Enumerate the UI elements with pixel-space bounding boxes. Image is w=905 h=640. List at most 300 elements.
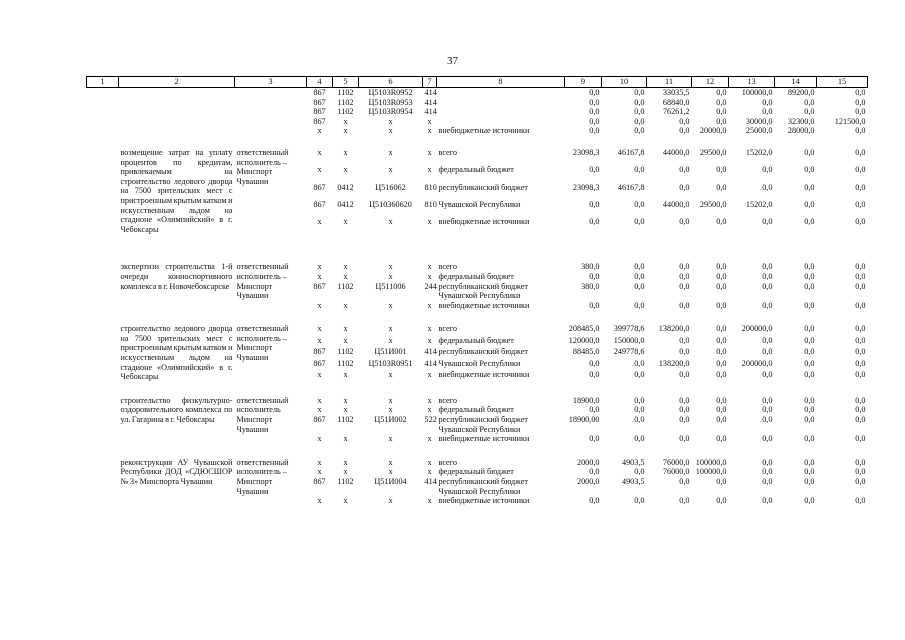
value-col-10: 0,0 — [634, 262, 645, 272]
value-col-12: 0,0 — [716, 262, 727, 272]
grbs-code: x — [317, 457, 322, 467]
vr-code: 414 — [424, 107, 437, 117]
grbs-code: x — [317, 434, 322, 444]
value-col-10: 399778,6 — [613, 324, 645, 334]
value-col-11: 0,0 — [679, 370, 690, 380]
spacer-cell — [87, 136, 868, 148]
value-col-14: 0,0 — [804, 434, 815, 444]
responsible-executor — [235, 88, 307, 136]
spacer-cell — [87, 382, 868, 396]
value-col-13: 0,0 — [762, 496, 773, 506]
vr-code: x — [427, 126, 432, 136]
responsible-executor: ответственный исполнитель Минспорт Чувашии — [236, 395, 289, 434]
column-number-2: 2 — [119, 77, 235, 88]
value-col-14: 0,0 — [804, 271, 815, 281]
csr-code: x — [388, 434, 393, 444]
value-col-13: 0,0 — [762, 217, 773, 227]
vr-code: 414 — [424, 347, 437, 357]
value-col-12: 0,0 — [716, 335, 727, 345]
value-col-14: 0,0 — [804, 199, 815, 209]
value-col-9: 23098,3 — [572, 182, 600, 192]
value-col-10: 0,0 — [634, 165, 645, 175]
vr-code: x — [427, 434, 432, 444]
row-number-cell — [87, 282, 119, 301]
funding-source: федеральный бюджет — [438, 467, 514, 477]
value-col-12: 0,0 — [716, 182, 727, 192]
table-row — [87, 324, 868, 336]
value-col-13: 0,0 — [762, 97, 773, 107]
vr-code: 414 — [424, 358, 437, 368]
value-col-14: 0,0 — [804, 467, 815, 477]
row-number-cell — [87, 396, 119, 406]
row-number-cell — [87, 405, 119, 415]
row-number-cell — [87, 217, 119, 234]
funding-source: федеральный бюджет — [438, 271, 514, 281]
row-number-cell — [87, 496, 119, 506]
block-spacer — [87, 136, 868, 148]
rz-pr-code: x — [343, 434, 348, 444]
value-col-10: 4903,5 — [621, 477, 645, 486]
column-number-4: 4 — [307, 77, 333, 88]
rz-pr-code: x — [343, 271, 348, 281]
value-col-12: 0,0 — [716, 281, 727, 291]
rz-pr-code: x — [343, 147, 348, 157]
value-col-11: 0,0 — [679, 281, 690, 291]
block-spacer — [87, 310, 868, 324]
value-col-15: 0,0 — [855, 88, 866, 97]
value-col-12: 0,0 — [716, 88, 727, 97]
vr-code: x — [427, 300, 432, 310]
value-col-11: 0,0 — [679, 271, 690, 281]
value-col-13: 0,0 — [762, 182, 773, 192]
row-number-cell — [87, 98, 119, 108]
value-col-12: 0,0 — [716, 347, 727, 357]
vr-code: x — [427, 467, 432, 477]
value-col-9: 18900,0 — [572, 395, 600, 405]
responsible-executor: ответственный исполнитель – Минспорт Чувашии — [236, 262, 289, 301]
grbs-code: 867 — [313, 182, 326, 192]
rz-pr-code: x — [343, 370, 348, 380]
column-number-13: 13 — [729, 77, 775, 88]
value-col-13: 0,0 — [762, 467, 773, 477]
value-col-15: 0,0 — [855, 395, 866, 405]
value-col-12: 0,0 — [716, 395, 727, 405]
value-col-9: 208485,0 — [568, 324, 600, 334]
value-col-14: 0,0 — [804, 107, 815, 117]
rz-pr-code: x — [343, 467, 348, 477]
value-col-12: 29500,0 — [699, 199, 727, 209]
table-row — [87, 396, 868, 406]
value-col-14: 0,0 — [804, 358, 815, 368]
value-col-9: 2000,0 — [576, 457, 600, 467]
value-col-11: 138200,0 — [658, 358, 690, 368]
value-col-9: 380,0 — [581, 281, 600, 291]
value-col-13: 30000,0 — [745, 116, 773, 126]
value-col-15: 0,0 — [855, 434, 866, 444]
value-col-9: 0,0 — [589, 165, 600, 175]
value-col-9: 0,0 — [589, 271, 600, 281]
value-col-9: 0,0 — [589, 107, 600, 117]
value-col-10: 0,0 — [634, 199, 645, 209]
funding-source: всего — [438, 324, 457, 334]
value-col-10: 0,0 — [634, 434, 645, 444]
value-col-12: 29500,0 — [699, 147, 727, 157]
csr-code: Ц51И004 — [374, 477, 407, 486]
vr-code: x — [427, 335, 432, 345]
row-number-cell — [87, 415, 119, 434]
value-col-9: 0,0 — [589, 358, 600, 368]
grbs-code: x — [317, 262, 322, 272]
value-col-13: 200000,0 — [741, 324, 773, 334]
grbs-code: 867 — [313, 97, 326, 107]
value-col-10: 0,0 — [634, 496, 645, 506]
value-col-9: 0,0 — [589, 116, 600, 126]
value-col-10: 0,0 — [634, 395, 645, 405]
value-col-13: 0,0 — [762, 107, 773, 117]
csr-code: Ц511006 — [375, 281, 406, 291]
value-col-15: 0,0 — [855, 405, 866, 415]
value-col-13: 0,0 — [762, 395, 773, 405]
row-number-cell — [87, 272, 119, 282]
row-number-cell — [87, 370, 119, 382]
value-col-14: 0,0 — [804, 97, 815, 107]
csr-code: x — [388, 300, 393, 310]
vr-code: 810 — [424, 199, 437, 209]
rz-pr-code: x — [343, 405, 348, 415]
rz-pr-code: 0412 — [337, 199, 354, 209]
value-col-12: 0,0 — [716, 116, 727, 126]
grbs-code: x — [317, 467, 322, 477]
value-col-12: 0,0 — [716, 97, 727, 107]
value-col-14: 0,0 — [804, 217, 815, 227]
spacer-cell — [87, 444, 868, 458]
csr-code: x — [388, 467, 393, 477]
value-col-13: 0,0 — [762, 415, 773, 425]
event-name — [119, 88, 235, 136]
value-col-10: 46167,8 — [617, 147, 645, 157]
table-row — [87, 88, 868, 98]
value-col-11: 0,0 — [679, 405, 690, 415]
value-col-13: 0,0 — [762, 165, 773, 175]
rz-pr-code: x — [343, 126, 348, 136]
csr-code: Ц5103R0951 — [368, 358, 413, 368]
value-col-9: 88485,0 — [572, 347, 600, 357]
funding-source: республиканский бюджет Чувашской Республики — [438, 281, 528, 301]
vr-code: x — [427, 395, 432, 405]
row-number-cell — [87, 183, 119, 200]
table-row — [87, 262, 868, 272]
rz-pr-code: x — [343, 395, 348, 405]
responsible-executor: ответственный исполнитель – Минспорт Чувашии — [236, 147, 289, 186]
value-col-11: 0,0 — [679, 300, 690, 310]
csr-code: Ц5103R0952 — [368, 88, 413, 97]
value-col-10: 0,0 — [634, 300, 645, 310]
value-col-14: 0,0 — [804, 370, 815, 380]
value-col-10: 0,0 — [634, 88, 645, 97]
value-col-14: 0,0 — [804, 496, 815, 506]
value-col-15: 0,0 — [855, 347, 866, 357]
grbs-code: x — [317, 300, 322, 310]
value-col-12: 0,0 — [716, 165, 727, 175]
value-col-15: 0,0 — [855, 324, 866, 334]
funding-source: Чувашской Республики — [438, 199, 521, 209]
value-col-13: 0,0 — [762, 300, 773, 310]
value-col-15: 0,0 — [855, 300, 866, 310]
csr-code: Ц5103R0953 — [368, 97, 413, 107]
value-col-13: 0,0 — [762, 405, 773, 415]
value-col-15: 0,0 — [855, 107, 866, 117]
grbs-code: 867 — [313, 281, 326, 291]
value-col-15: 0,0 — [855, 358, 866, 368]
vr-code: x — [427, 217, 432, 227]
value-col-14: 0,0 — [804, 165, 815, 175]
rz-pr-code: 1102 — [337, 107, 354, 117]
budget-table — [86, 76, 868, 506]
value-col-13: 15202,0 — [745, 147, 773, 157]
funding-source — [437, 88, 565, 98]
value-col-14: 0,0 — [804, 335, 815, 345]
spacer-cell — [87, 310, 868, 324]
grbs-code: x — [317, 395, 322, 405]
responsible-executor: ответственный исполнитель – Минспорт Чувашии — [236, 324, 289, 363]
funding-source: республиканский бюджет — [438, 182, 528, 192]
rz-pr-code: x — [343, 165, 348, 175]
value-col-9: 0,0 — [589, 434, 600, 444]
value-col-14: 0,0 — [804, 147, 815, 157]
value-col-9: 380,0 — [581, 262, 600, 272]
row-number-cell — [87, 467, 119, 477]
column-number-1: 1 — [87, 77, 119, 88]
grbs-code: x — [317, 335, 322, 345]
grbs-code: x — [317, 217, 322, 227]
value-col-12: 0,0 — [716, 370, 727, 380]
rz-pr-code: x — [343, 324, 348, 334]
row-number-cell — [87, 301, 119, 311]
table-row — [87, 458, 868, 468]
funding-source — [437, 107, 565, 117]
value-col-15: 0,0 — [855, 281, 866, 291]
value-col-11: 44000,0 — [662, 147, 690, 157]
column-number-8: 8 — [437, 77, 565, 88]
value-col-12: 0,0 — [716, 477, 727, 486]
value-col-12: 0,0 — [716, 434, 727, 444]
value-col-9: 0,0 — [589, 217, 600, 227]
responsible-executor: ответственный исполнитель – Минспорт Чувашии — [236, 457, 289, 496]
csr-code: x — [388, 335, 393, 345]
grbs-code: x — [317, 405, 322, 415]
funding-source: республиканский бюджет Чувашской Республики — [438, 477, 528, 496]
value-col-10: 0,0 — [634, 126, 645, 136]
vr-code: x — [427, 324, 432, 334]
funding-source: внебюджетные источники — [438, 370, 530, 380]
value-col-12: 0,0 — [716, 107, 727, 117]
value-col-12: 20000,0 — [699, 126, 727, 136]
table-row — [87, 148, 868, 165]
grbs-code: 867 — [313, 415, 326, 425]
rz-pr-code: x — [343, 496, 348, 506]
csr-code: x — [388, 405, 393, 415]
event-name: возмещение затрат на уплату процентов по кредитам, привлекаемым на строительство ледового дворца на 7500 зрительских мест с пристроенным крытым катком и искусственным льдом на стадионе «Олимпийский» в г. Чебоксары — [120, 147, 233, 234]
value-col-9: 18900,00 — [568, 415, 600, 425]
value-col-13: 100000,0 — [741, 88, 773, 97]
grbs-code: x — [317, 271, 322, 281]
row-number-cell — [87, 359, 119, 371]
vr-code: 414 — [424, 97, 437, 107]
csr-code: x — [388, 271, 393, 281]
vr-code: x — [427, 147, 432, 157]
value-col-14: 0,0 — [804, 262, 815, 272]
value-col-13: 15202,0 — [745, 199, 773, 209]
block-spacer — [87, 234, 868, 262]
column-number-14: 14 — [775, 77, 817, 88]
value-col-12: 0,0 — [716, 324, 727, 334]
value-col-15: 0,0 — [855, 97, 866, 107]
vr-code: x — [427, 405, 432, 415]
value-col-13: 0,0 — [762, 347, 773, 357]
value-col-11: 0,0 — [679, 415, 690, 425]
value-col-15: 0,0 — [855, 477, 866, 486]
csr-code: Ц51И001 — [374, 347, 407, 357]
value-col-12: 0,0 — [716, 217, 727, 227]
value-col-13: 0,0 — [762, 262, 773, 272]
value-col-9: 0,0 — [589, 496, 600, 506]
funding-source: всего — [438, 395, 457, 405]
value-col-10: 4903,5 — [621, 457, 645, 467]
value-col-9: 120000,0 — [568, 335, 600, 345]
funding-source: внебюджетные источники — [438, 217, 530, 227]
rz-pr-code: x — [343, 217, 348, 227]
funding-source: всего — [438, 147, 457, 157]
vr-code: 244 — [424, 281, 437, 291]
row-number-cell — [87, 324, 119, 336]
csr-code: x — [388, 457, 393, 467]
value-col-12: 0,0 — [716, 271, 727, 281]
value-col-14: 0,0 — [804, 347, 815, 357]
value-col-11: 0,0 — [679, 165, 690, 175]
funding-source: Чувашской Республики — [438, 358, 521, 368]
csr-code: x — [388, 147, 393, 157]
value-col-14: 0,0 — [804, 415, 815, 425]
column-number-15: 15 — [817, 77, 868, 88]
csr-code: x — [388, 217, 393, 227]
column-number-9: 9 — [565, 77, 602, 88]
block-spacer — [87, 382, 868, 396]
vr-code: x — [427, 271, 432, 281]
value-col-9: 0,0 — [589, 467, 600, 477]
csr-code: x — [388, 496, 393, 506]
value-col-15: 121500,0 — [834, 116, 866, 126]
value-col-10: 0,0 — [634, 107, 645, 117]
value-col-11: 0,0 — [679, 182, 690, 192]
value-col-10: 0,0 — [634, 370, 645, 380]
value-col-10: 0,0 — [634, 281, 645, 291]
value-col-14: 32300,0 — [787, 116, 815, 126]
value-col-12: 0,0 — [716, 405, 727, 415]
value-col-9: 23098,3 — [572, 147, 600, 157]
csr-code: x — [388, 395, 393, 405]
rz-pr-code: 1102 — [337, 88, 354, 97]
event-name: экспертизи строительства 1-й очереди конноспортивного комплекса в г. Новочебоксарске — [120, 262, 233, 291]
grbs-code: 867 — [313, 199, 326, 209]
value-col-12: 0,0 — [716, 358, 727, 368]
row-number-cell — [87, 165, 119, 182]
csr-code: x — [388, 165, 393, 175]
value-col-10: 0,0 — [634, 271, 645, 281]
row-number-cell — [87, 117, 119, 127]
value-col-11: 76000,0 — [662, 457, 690, 467]
value-col-15: 0,0 — [855, 126, 866, 136]
csr-code: x — [388, 262, 393, 272]
grbs-code: 867 — [313, 107, 326, 117]
vr-code: 414 — [424, 88, 437, 97]
value-col-12: 0,0 — [716, 300, 727, 310]
rz-pr-code: 1102 — [337, 97, 354, 107]
csr-code: x — [388, 370, 393, 380]
value-col-13: 0,0 — [762, 281, 773, 291]
value-col-10: 0,0 — [634, 97, 645, 107]
vr-code: x — [427, 116, 432, 126]
value-col-10: 0,0 — [634, 467, 645, 477]
value-col-10: 0,0 — [634, 405, 645, 415]
vr-code: x — [427, 457, 432, 467]
value-col-10: 46167,8 — [617, 182, 645, 192]
funding-source: всего — [438, 262, 457, 272]
value-col-12: 100000,0 — [695, 457, 727, 467]
value-col-14: 89200,0 — [787, 88, 815, 97]
grbs-code: x — [317, 126, 322, 136]
value-col-15: 0,0 — [855, 457, 866, 467]
value-col-13: 0,0 — [762, 335, 773, 345]
vr-code: 522 — [424, 415, 437, 425]
value-col-14: 28000,0 — [787, 126, 815, 136]
value-col-15: 0,0 — [855, 271, 866, 281]
value-col-9: 0,0 — [589, 370, 600, 380]
value-col-15: 0,0 — [855, 262, 866, 272]
value-col-10: 0,0 — [634, 116, 645, 126]
funding-source — [437, 98, 565, 108]
value-col-9: 0,0 — [589, 300, 600, 310]
value-col-13: 0,0 — [762, 370, 773, 380]
rz-pr-code: 1102 — [337, 415, 354, 425]
value-col-11: 76261,2 — [662, 107, 690, 117]
funding-source: внебюджетные источники — [438, 126, 530, 136]
event-name: строительство физкультурно-оздоровительного комплекса по ул. Гагарина в г. Чебоксары — [120, 395, 233, 425]
value-col-11: 76000,0 — [662, 467, 690, 477]
grbs-code: x — [317, 165, 322, 175]
rz-pr-code: x — [343, 262, 348, 272]
rz-pr-code: 0412 — [337, 182, 354, 192]
value-col-11: 0,0 — [679, 347, 690, 357]
value-col-12: 100000,0 — [695, 467, 727, 477]
value-col-11: 0,0 — [679, 126, 690, 136]
value-col-9: 0,0 — [589, 88, 600, 97]
rz-pr-code: x — [343, 335, 348, 345]
value-col-15: 0,0 — [855, 370, 866, 380]
value-col-13: 0,0 — [762, 434, 773, 444]
grbs-code: 867 — [313, 347, 326, 357]
value-col-11: 68840,0 — [662, 97, 690, 107]
value-col-11: 0,0 — [679, 116, 690, 126]
value-col-13: 0,0 — [762, 477, 773, 486]
row-number-cell — [87, 477, 119, 496]
csr-code: x — [388, 324, 393, 334]
value-col-11: 0,0 — [679, 395, 690, 405]
value-col-14: 0,0 — [804, 300, 815, 310]
value-col-11: 0,0 — [679, 335, 690, 345]
value-col-15: 0,0 — [855, 217, 866, 227]
row-number-cell — [87, 347, 119, 359]
value-col-13: 25000,0 — [745, 126, 773, 136]
